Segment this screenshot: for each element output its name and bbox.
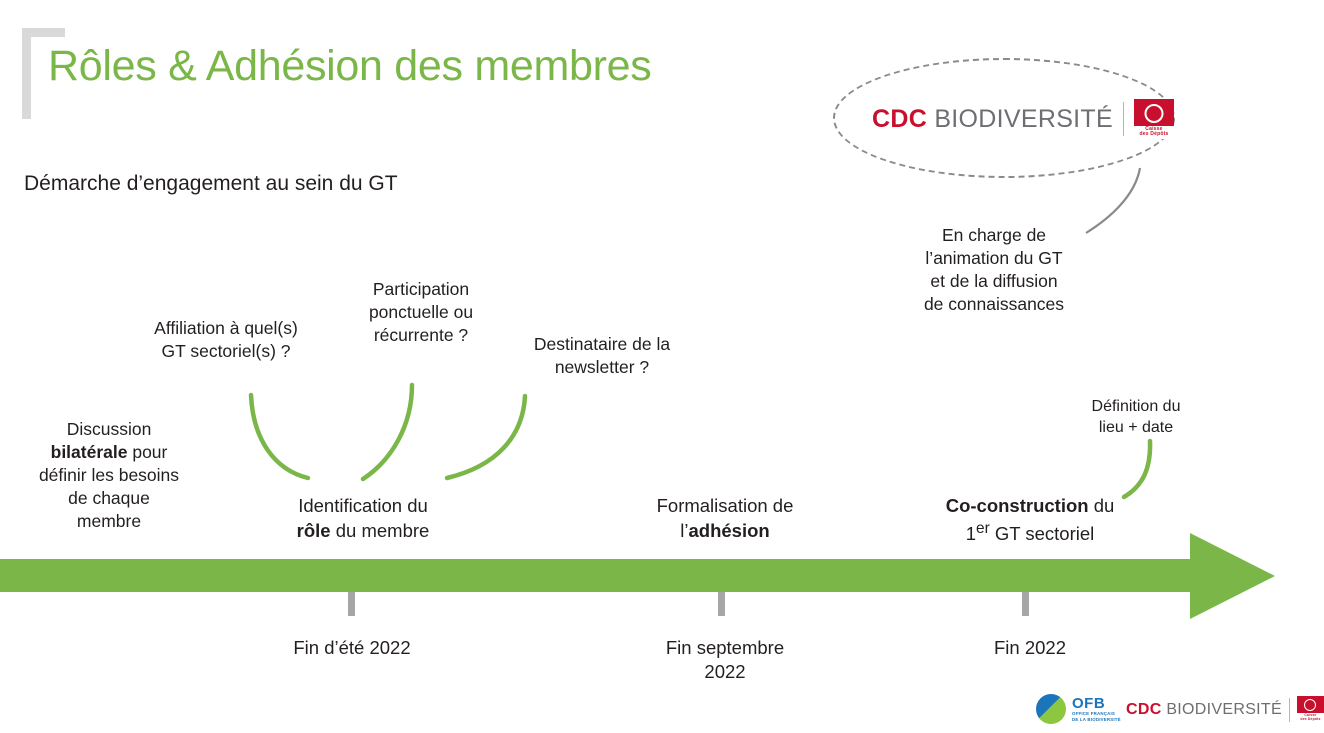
footer-caisse-des-depots-badge-text: Caisse des Dépôts — [1297, 713, 1324, 723]
milestone-identification-role: Identification du rôle du membre — [296, 495, 430, 541]
ofb-logo-sub-line-1: OFFICE FRANÇAIS — [1072, 711, 1116, 716]
ofb-logo-main-text: OFB — [1072, 695, 1106, 712]
page-title: Rôles & Adhésion des membres — [48, 42, 652, 90]
milestone-bold-adhesion: adhésion — [688, 519, 770, 541]
cdc-biodiversite-logo — [872, 99, 1174, 139]
ofb-logo-sub-line-2: DE LA BIODIVERSITÉ — [1072, 716, 1121, 722]
milestone-formalisation-adhesion: Formalisation de l’adhésion — [656, 495, 794, 541]
caisse-des-depots-emblem-icon — [1144, 104, 1163, 123]
timeline-date-3: Fin 2022 — [994, 637, 1066, 658]
slide-subtitle: Démarche d’engagement au sein du GT — [24, 172, 398, 195]
note-affiliation-gt-sectoriel: Affiliation à quel(s) GT sectoriel(s) ? — [154, 318, 298, 362]
cdc-logo-text — [872, 105, 1113, 134]
milestone-ordinal-suffix: er — [976, 519, 990, 537]
note-bold-bilaterale: bilatérale — [50, 442, 128, 463]
milestone-bold-co-construction: Co-construction — [945, 495, 1089, 516]
footer-cdc-logo-text — [1126, 701, 1282, 719]
milestone-bold-role: rôle — [296, 519, 331, 541]
ofb-logo — [1036, 694, 1121, 724]
note-destinataire-newsletter: Destinataire de la newsletter ? — [533, 334, 671, 378]
timeline-arrow-head — [1190, 533, 1275, 619]
footer-caisse-des-depots-badge — [1297, 696, 1324, 723]
footer-cdc-primary-text: CDC — [1126, 700, 1162, 718]
note-discussion-bilaterale: Discussion bilatérale pour définir les besoins de chaque membre — [38, 419, 180, 532]
milestone-co-construction: Co-construction du 1er GT sectoriel — [945, 495, 1115, 545]
timeline-date-1: Fin d’été 2022 — [293, 637, 411, 658]
footer-logo-divider — [1289, 698, 1290, 722]
cdc-logo-primary-text: CDC — [872, 104, 928, 133]
timeline-tick-1 — [348, 592, 355, 616]
timeline-date-2: Fin septembre 2022 — [665, 637, 785, 683]
note-animation-gt: En charge de l’animation du GT et de la diffusion de connaissances — [923, 225, 1065, 315]
footer-cdc-secondary-text: BIODIVERSITÉ — [1166, 700, 1282, 718]
timeline-tick-2 — [718, 592, 725, 616]
ofb-mark-icon — [1036, 694, 1066, 724]
timeline-tick-3 — [1022, 592, 1029, 616]
note-definition-lieu-date: Définition du lieu + date — [1091, 398, 1181, 437]
ofb-logo-text — [1072, 696, 1121, 722]
footer-cdc-biodiversite-logo — [1126, 696, 1324, 723]
note-participation: Participation ponctuelle ou récurrente ? — [368, 279, 474, 346]
timeline-arrow-bar — [0, 559, 1210, 592]
footer-caisse-des-depots-emblem-icon — [1304, 699, 1316, 711]
caisse-des-depots-badge-text: Caisse des Dépôts — [1134, 126, 1174, 140]
cdc-logo-secondary-text: BIODIVERSITÉ — [934, 104, 1113, 133]
caisse-des-depots-badge — [1134, 99, 1174, 139]
logo-divider — [1123, 102, 1124, 136]
